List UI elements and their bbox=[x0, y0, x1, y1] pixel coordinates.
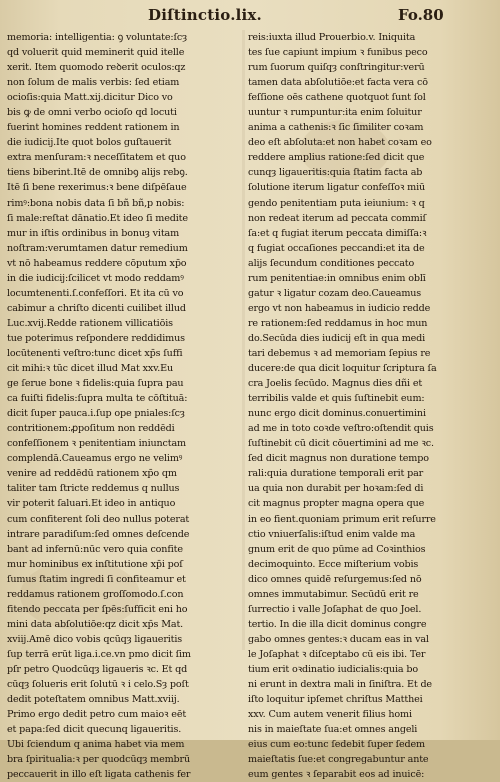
text-line: xviij.Amē dico vobis qcūqȝ ligaueritis bbox=[7, 633, 183, 645]
text-line: cunqȝ ligaueritis:quia ſtatim facta ab bbox=[248, 167, 423, 179]
text-line: peccauerit in illo eſt ligata cathenis fer bbox=[7, 769, 191, 781]
text-line: in eo fient.quoniam primum erit reſurre bbox=[248, 513, 436, 525]
text-line: pſr petro Quodcūqȝ ligaueris ꝛc. Et qd bbox=[7, 663, 188, 675]
text-line: confeſſionem ꝛ penitentiam iniunctam bbox=[7, 438, 186, 450]
text-line: in die iudicij:ſcilicet vt modo reddamꝰ bbox=[7, 272, 184, 284]
text-line: extra menſuram:ꝛ neceſſitatem et quo bbox=[7, 152, 186, 164]
text-line: gabo omnes gentes:ꝛ ducam eas in val bbox=[248, 633, 429, 645]
text-line: tiens biberint.Itē de omnibꝯ alijs rebꝯ. bbox=[7, 167, 188, 179]
text-line: mur hominibus ex inſtitutione xp̄i poſ bbox=[7, 558, 183, 570]
text-line: Ubi ſciendum q anima habet via mem bbox=[7, 739, 185, 751]
text-line: rimꝰ:bona nobis data ſi bñ bñ,p nobis: bbox=[7, 197, 185, 209]
text-line: non ſolum de malis verbis: ſed etiam bbox=[7, 77, 180, 89]
text-line: re rationem:ſed reddamus in hoc mun bbox=[248, 317, 428, 329]
text-line: gnum erit de quo pūme ad Coꝛinthios bbox=[248, 543, 426, 555]
text-line: eum gentes ꝛ ſeparabit eos ad inuicē: bbox=[248, 769, 425, 781]
text-line: tari debemus ꝛ ad memoriam ſepius re bbox=[248, 347, 431, 359]
text-line: dedit poteſtatem omnibus Matt.xviij. bbox=[7, 694, 180, 706]
left-text-column bbox=[7, 30, 243, 782]
text-line: reddere amplius ratione:ſed dicit que bbox=[248, 152, 425, 164]
text-line: cit mihi:ꝛ tūc dicet illud Mat xxv.Eu bbox=[7, 363, 174, 375]
text-line: ſuſtinebit cū dicit cōuertimini ad me ꝛc. bbox=[248, 438, 434, 450]
text-line: xxv. Cum autem venerit filius homi bbox=[248, 709, 412, 721]
text-line: tes ſue capiunt impium ꝛ funibus peco bbox=[248, 47, 428, 59]
text-line: uuntur ꝛ rumpuntur:ita enim ſoluitur bbox=[248, 107, 422, 119]
text-line: dicit ſuper pauca.i.ſup ope pniales:ſcȝ bbox=[7, 408, 185, 420]
text-line: ca fuiſti fidelis:ſupra multa te cōſtituā: bbox=[7, 393, 188, 405]
text-line: ſolutione iterum ligatur confeſſoꝛ miū bbox=[248, 182, 426, 194]
text-line: tue poterimus reſpondere reddidimus bbox=[7, 332, 185, 344]
text-line: rum ſuorum quiſqȝ conſtringitur:verū bbox=[248, 62, 425, 74]
text-line: ocioſis:quia Matt.xij.dicitur Dico vo bbox=[7, 92, 173, 104]
text-line: venire ad reddēdū rationem xp̄o qm bbox=[7, 468, 177, 480]
text-line: q fugiat occaſiones peccandi:et ita de bbox=[248, 242, 425, 254]
text-line: le Joſaphat ꝛ diſceptabo cū eis ibi. Ter bbox=[248, 648, 426, 660]
text-line: die iudicij.Ite quot bolos guſtauerit bbox=[7, 137, 172, 149]
text-line: intrare paradiſum:ſed omnes deſcende bbox=[7, 528, 190, 540]
text-line: iſto loquitur ipſemet chriſtus Matthei bbox=[248, 694, 423, 706]
text-line: ducere:de qua dicit loquitur ſcriptura ſa bbox=[248, 363, 437, 375]
text-line: bra ſpiritualia:ꝛ per quodcūqȝ membrū bbox=[7, 754, 191, 766]
text-line: fitendo peccata per ſpēs:ſufficit eni ho bbox=[7, 603, 188, 615]
text-line: xerit. Item quomodo reꝺerit oculos:qz bbox=[7, 62, 186, 74]
text-line: mur in iſtis ordinibus in bonuȝ vitam bbox=[7, 227, 180, 239]
text-line: eius cum eo:tunc ſedebit ſuper ſedem bbox=[248, 739, 426, 751]
text-line: contritionem:ꝓpoſitum non reddēdi bbox=[7, 423, 175, 435]
text-line: reddamus rationem groſſomodo.ſ.con bbox=[7, 588, 184, 600]
text-line: ſup terrā erūt liga.i.ce.vn pmo dicit ſim bbox=[7, 648, 191, 660]
text-line: locumtenenti.ſ.confeſſori. Et ita cū vo bbox=[7, 287, 184, 299]
text-line: tium erit oꝛdinatio iudicialis:quia bo bbox=[248, 663, 418, 675]
text-line: ſurrectio i valle Joſaphat de quo Joel. bbox=[248, 603, 422, 615]
text-line: Luc.xvij.Redde rationem villicatiōis bbox=[7, 317, 173, 329]
right-text-column bbox=[248, 30, 488, 782]
running-title: Diſtinctio.lix. bbox=[148, 6, 262, 24]
text-line: ge ſerue bone ꝛ fidelis:quia ſupra pau bbox=[7, 378, 184, 390]
text-line: complendā.Caueamus ergo ne velimꝰ bbox=[7, 453, 183, 465]
text-line: omnes immutabimur. Secūdū erit re bbox=[248, 588, 419, 600]
text-line: alijs ſecundum conditiones peccato bbox=[248, 257, 415, 269]
text-line: et papa:ſed dicit quecunq ligaueritis. bbox=[7, 724, 182, 736]
text-line: maieſtatis ſue:et congregabuntur ante bbox=[248, 754, 429, 766]
text-line: anima a cathenis:ꝛ ſic ſimiliter coꝛam bbox=[248, 122, 424, 134]
text-line: rum penitentiae:in omnibus enim oblī bbox=[248, 272, 426, 284]
text-line: bis ꝙ de omni verbo ocioſo qd locuti bbox=[7, 107, 177, 119]
text-line: vt nō habeamus reddere cōputum xp̄o bbox=[7, 257, 187, 269]
text-line: ergo vt non habeamus in iudicio redde bbox=[248, 302, 431, 314]
text-line: gendo penitentiam puta ieiunium: ꝛ q bbox=[248, 197, 425, 209]
text-line: ſumus ſtatim ingredi ſi confiteamur et bbox=[7, 573, 186, 585]
text-line: dico omnes quidē reſurgemus:ſed nō bbox=[248, 573, 422, 585]
text-line: cra Joelis ſecūdo. Magnus dies dñi et bbox=[248, 378, 423, 390]
text-line: gatur ꝛ ligatur cozam deo.Caueamus bbox=[248, 287, 422, 299]
text-line: bant ad infernū:nūc vero quia confite bbox=[7, 543, 183, 555]
page-header bbox=[0, 6, 500, 26]
text-line: Primo ergo dedit petro cum maioꝛ eēt bbox=[7, 709, 187, 721]
text-line: nis in maieſtate ſua:et omnes angeli bbox=[248, 724, 418, 736]
text-line: rali:quia duratione temporali erit par bbox=[248, 468, 424, 480]
text-line: tamen data abſolutiōe:et facta vera cō bbox=[248, 77, 428, 89]
text-line: decimoquinto. Ecce miſterium vobis bbox=[248, 558, 419, 570]
text-line: do.Secūda dies iudicij eſt in qua medi bbox=[248, 332, 426, 344]
text-line: non redeat iterum ad peccata commiſ bbox=[248, 212, 426, 224]
text-line: fuerint homines reddent rationem in bbox=[7, 122, 180, 134]
text-line: taliter tam ſtricte reddemus q nullus bbox=[7, 483, 180, 495]
text-line: tertio. In die illa dicit dominus congre bbox=[248, 618, 427, 630]
text-line: cūqȝ ſolueris erit ſolutū ꝛ i celo.Sȝ poſt bbox=[7, 679, 189, 691]
text-line: ctio vniuerſalis:iſtud enim valde ma bbox=[248, 528, 416, 540]
text-line: locūtenenti veſtro:tunc dicet xp̄s ſuffi bbox=[7, 347, 183, 359]
text-line: Itē ſi bene rexerimus:ꝛ bene diſpēſaue bbox=[7, 182, 187, 194]
folio-number: Fo.80 bbox=[398, 6, 444, 24]
text-line: ſa:et q fugiat iterum peccata dimiſſa:ꝛ bbox=[248, 227, 427, 239]
text-line: cabimur a chriſto dicenti cuilibet illud bbox=[7, 302, 186, 314]
text-line: nunc ergo dicit dominus.conuertimini bbox=[248, 408, 426, 420]
text-line: ad me in toto coꝛde veſtro:oſtendit quis bbox=[248, 423, 434, 435]
text-line: cum confiterent ſoli deo nullus poterat bbox=[7, 513, 190, 525]
text-line: reis:iuxta illud Prouerbio.v. Iniquita bbox=[248, 32, 416, 43]
text-line: ni erunt in dextra mali in ſiniſtra. Et de bbox=[248, 679, 432, 691]
text-line: deo eſt abſoluta:et non habet coꝛam eo bbox=[248, 137, 432, 149]
text-line: noſtram:verumtamen datur remedium bbox=[7, 242, 188, 254]
text-line: mini data abſolutiōe:qz dicit xp̄s Mat. bbox=[7, 618, 184, 630]
text-line: cit magnus propter magna opera que bbox=[248, 498, 425, 510]
text-line: terribilis valde et quis ſuſtinebit eum: bbox=[248, 393, 425, 405]
text-line: qd voluerit quid meminerit quid itelle bbox=[7, 47, 185, 59]
text-line: ua quia non durabit per hoꝛam:ſed di bbox=[248, 483, 424, 495]
text-line: ſi male:reſtat dānatio.Et ideo ſi medite bbox=[7, 212, 188, 224]
text-line: feſſione oēs cathene quotquot ſunt ſol bbox=[248, 92, 426, 104]
text-line: memoria: intelligentia: ꝯ voluntate:ſcȝ bbox=[7, 32, 187, 43]
text-line: vir poterit ſaluari.Et ideo in antiquo bbox=[7, 498, 176, 510]
text-line: ſed dicit magnus non duratione tempo bbox=[248, 453, 429, 465]
